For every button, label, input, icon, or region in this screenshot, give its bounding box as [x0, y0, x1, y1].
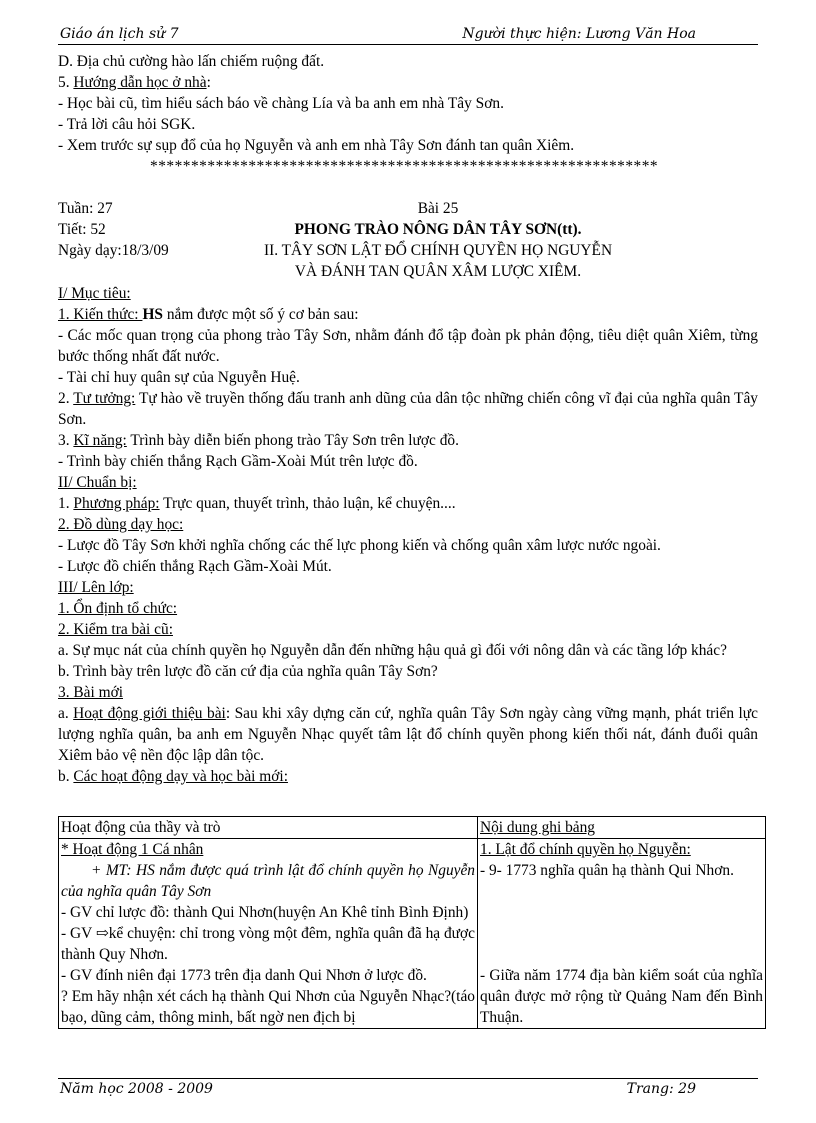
skills-item: - Trình bày chiến thắng Rạch Gầm-Xoài Mút trên lược đồ.	[58, 453, 418, 470]
knowledge-heading: 1. Kiến thức: HS nắm được một số ý cơ bản sau:	[58, 306, 359, 323]
period: Tiết: 52	[58, 221, 106, 238]
teaching-date: Ngày dạy:18/3/09	[58, 242, 169, 259]
teacher-step: - GV chỉ lược đồ: thành Qui Nhơn(huyện An Khê tỉnh Bình Định)	[61, 904, 469, 921]
tools-item: - Lược đồ Tây Sơn khởi nghĩa chống các thế lực phong kiến và chống quân xâm lược nước ngoài.	[58, 537, 661, 554]
week: Tuần: 27	[58, 200, 113, 217]
teacher-step: - GV đính niên đại 1773 trên địa danh Qui Nhơn ở lược đồ.	[61, 967, 427, 984]
activity-goal: + MT: HS nắm được quá trình lật đổ chính quyền họ Nguyễn của nghĩa quân Tây Sơn	[61, 862, 475, 900]
board-content-cell	[478, 839, 766, 1029]
col-board-content-header: Nội dung ghi bảng	[478, 817, 766, 839]
lesson-title: PHONG TRÀO NÔNG DÂN TÂY SƠN(tt).	[294, 221, 582, 238]
class-heading: III/ Lên lớp:	[58, 579, 134, 596]
method: 1. Phương pháp: Trực quan, thuyết trình, thảo luận, kể chuyện....	[58, 495, 456, 512]
question: ? Em hãy nhận xét cách hạ thành Qui Nhơn của Nguyễn Nhạc?(táo bạo, dũng cảm, thông minh, bất ngờ nen địch bị	[61, 988, 475, 1026]
intro-activity: a. Hoạt động giới thiệu bài: Sau khi xây dựng căn cứ, nghĩa quân Tây Sơn ngày càng vững mạnh, phát triển lực lượng nghĩa quân, ba anh em Nguyễn Nhạc quyết tâm lật đổ chính quyền phong kiến thối nát, đánh đuổi quân Xiêm bảo vệ nền độc lập dân tộc.	[58, 705, 758, 764]
knowledge-item: - Các mốc quan trọng của phong trào Tây Sơn, nhằm đánh đổ tập đoàn pk phản động, tiêu diệt quân Xiêm, từng bước thống nhất đất nước.	[58, 327, 758, 365]
skills: 3. Kĩ năng: Trình bày diễn biến phong trào Tây Sơn trên lược đồ.	[58, 432, 459, 449]
header-author: Người thực hiện: Lương Văn Hoa	[462, 26, 696, 42]
attitude: 2. Tư tưởng: Tự hào về truyền thống đấu tranh anh dũng của dân tộc những chiến công vĩ đại của nghĩa quân Tây Sơn.	[58, 390, 758, 428]
col-teacher-student-header: Hoạt động của thầy và trò	[59, 817, 478, 839]
section-title: 1. Lật đổ chính quyền họ Nguyễn:	[480, 841, 691, 858]
homework-item: - Xem trước sự sụp đổ của họ Nguyễn và anh em nhà Tây Sơn đánh tan quân Xiêm.	[58, 137, 575, 154]
footer-school-year: Năm học 2008 - 2009	[60, 1081, 213, 1097]
board-note: - 9- 1773 nghĩa quân hạ thành Qui Nhơn.	[480, 862, 734, 879]
header-subject: Giáo án lịch sử 7	[60, 26, 179, 42]
separator-stars: **************************************************************	[150, 158, 659, 175]
class-step-1: 1. Ổn định tổ chức:	[58, 600, 178, 617]
activities-table	[58, 816, 766, 1029]
board-note: - Giữa năm 1774 địa bàn kiểm soát của nghĩa quân được mở rộng từ Quảng Nam đến Bình Thuận.	[480, 967, 763, 1026]
objectives-heading: I/ Mục tiêu:	[58, 285, 131, 302]
footer-page-number: Trang: 29	[626, 1081, 696, 1097]
tools-heading: 2. Đồ dùng dạy học:	[58, 516, 184, 533]
homework-heading: 5. Hướng dẫn học ở nhà:	[58, 74, 211, 91]
teacher-student-cell	[59, 839, 478, 1029]
lesson-subtitle: VÀ ĐÁNH TAN QUÂN XÂM LƯỢC XIÊM.	[294, 263, 582, 280]
teacher-step: - GV ⇨kể chuyện: chỉ trong vòng một đêm, nghĩa quân đã hạ được thành Quy Nhơn.	[61, 925, 475, 963]
activity-title: * Hoạt động 1 Cá nhân	[61, 841, 204, 858]
lesson-header	[58, 198, 758, 282]
review-question-b: b. Trình bày trên lược đồ căn cứ địa của nghĩa quân Tây Sơn?	[58, 663, 438, 680]
activities-heading: b. Các hoạt động dạy và học bài mới:	[58, 768, 288, 785]
arrow-right-icon: ⇨	[95, 925, 109, 942]
knowledge-item: - Tài chỉ huy quân sự của Nguyễn Huệ.	[58, 369, 300, 386]
page-footer	[58, 1078, 758, 1099]
class-step-2: 2. Kiểm tra bài cũ:	[58, 621, 173, 638]
document-body	[58, 51, 758, 787]
tools-item: - Lược đồ chiến thắng Rạch Gầm-Xoài Mút.	[58, 558, 332, 575]
answer-d: D. Địa chủ cường hào lấn chiếm ruộng đất.	[58, 53, 325, 70]
lesson-subtitle: II. TÂY SƠN LẬT ĐỔ CHÍNH QUYỀN HỌ NGUYỄN	[263, 242, 613, 259]
homework-item: - Trả lời câu hỏi SGK.	[58, 116, 196, 133]
table-row	[59, 839, 766, 1029]
prep-heading: II/ Chuẩn bị:	[58, 474, 137, 491]
table-header-row	[59, 817, 766, 839]
page-header	[58, 24, 758, 45]
review-question-a: a. Sự mục nát của chính quyền họ Nguyễn dẫn đến những hậu quả gì đối với nông dân và các tầng lớp khác?	[58, 642, 727, 659]
lesson-number: Bài 25	[417, 200, 459, 217]
homework-item: - Học bài cũ, tìm hiểu sách báo về chàng Lía và ba anh em nhà Tây Sơn.	[58, 95, 504, 112]
class-step-3: 3. Bài mới	[58, 684, 123, 701]
